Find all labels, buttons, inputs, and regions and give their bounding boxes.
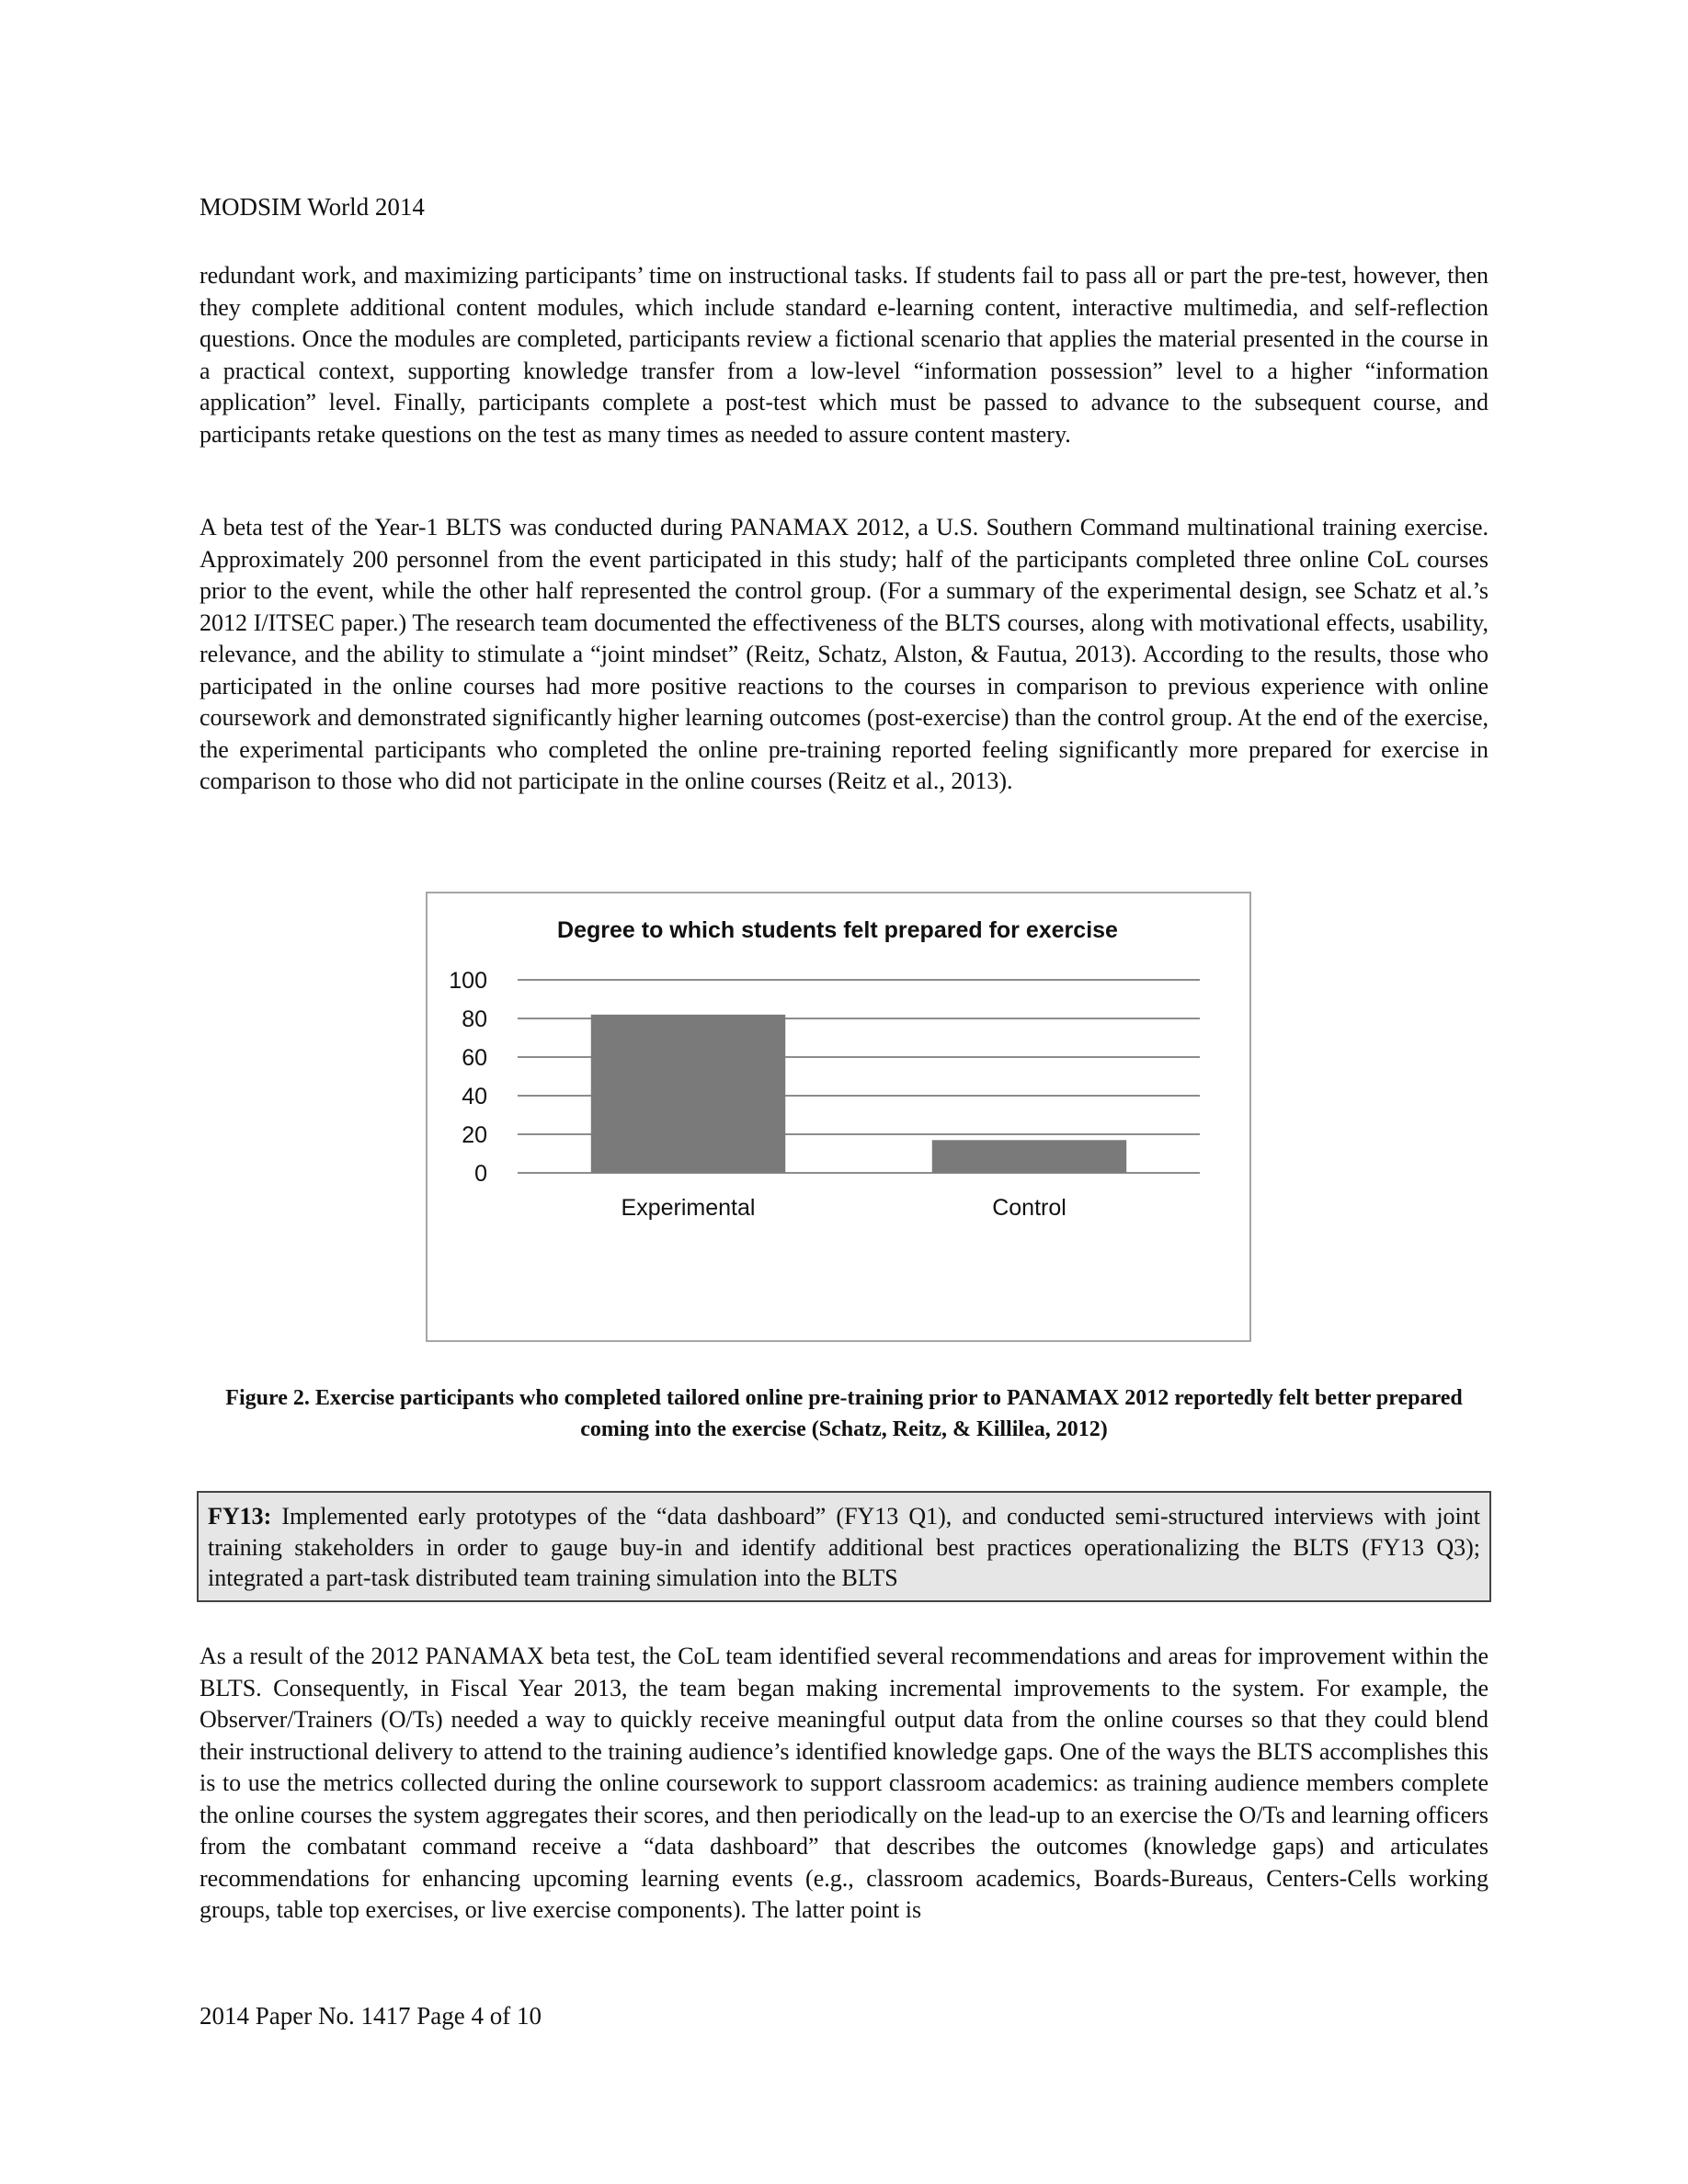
body-paragraph-1: redundant work, and maximizing participants’ time on instructional tasks. If students fail to pass all or part the pre-test, however, then they complete additional content modules, which include standard e-learning content, interactive multimedia, and self-reflection questions. Once the modules are completed, participants review a fictional scenario that applies the material presented in the course in a practical context, supporting knowledge transfer from a low-level “information possession” level to a higher “information application” level. Finally, participants complete a post-test which must be passed to advance to the subsequent course, and participants retake questions on the test as many times as needed to assure content mastery. [200,262,1488,448]
y-tick-label: 100 [449,968,487,994]
chart-title: Degree to which students felt prepared for exercise [557,917,1118,943]
x-category-label: Experimental [621,1195,756,1221]
bars [591,1015,1126,1173]
fy13-label: FY13: [208,1503,272,1530]
bar-control [932,1140,1126,1173]
y-tick-label: 0 [474,1161,487,1187]
y-tick-label: 60 [462,1045,487,1071]
x-category-label: Control [992,1195,1066,1221]
body-paragraph-2: A beta test of the Year-1 BLTS was conducted during PANAMAX 2012, a U.S. Southern Command multinational training exercise. Approximately 200 personnel from the event participated in this study; half of the participants completed three online CoL courses prior to the event, while the other half represented the control group. (For a summary of the experimental design, see Schatz et al.’s 2012 I/ITSEC paper.) The research team documented the effectiveness of the BLTS courses, along with motivational effects, usability, relevance, and the ability to stimulate a “joint mindset” (Reitz, Schatz, Alston, & Fautua, 2013). According to the results, those who participated in the online courses had more positive reactions to the courses in comparison to previous experience with online coursework and demonstrated significantly higher learning outcomes (post-exercise) than the control group. At the end of the exercise, the experimental participants who completed the online pre-training reported feeling significantly more prepared for exercise in comparison to those who did not participate in the online courses (Reitz et al., 2013). [200,514,1488,794]
y-axis-ticks [449,968,487,1187]
body-paragraph-3: As a result of the 2012 PANAMAX beta test, the CoL team identified several recommendations and areas for improvement within the BLTS. Consequently, in Fiscal Year 2013, the team began making incremental improvements to the system. For example, the Observer/Trainers (O/Ts) needed a way to quickly receive meaningful output data from the online courses so that they could blend their instructional delivery to attend to the training audience’s identified knowledge gaps. One of the ways the BLTS accomplishes this is to use the metrics collected during the online coursework to support classroom academics: as training audience members complete the online courses the system aggregates their scores, and then periodically on the lead-up to an exercise the O/Ts and learning officers from the combatant command receive a “data dashboard” that describes the outcomes (knowledge gaps) and articulates recommendations for enhancing upcoming learning events (e.g., classroom academics, Boards-Bureaus, Centers-Cells working groups, table top exercises, or live exercise components). The latter point is [200,1643,1488,1923]
fy13-text: Implemented early prototypes of the “data dashboard” (FY13 Q1), and conducted semi-structured interviews with joint training stakeholders in order to gauge buy-in and identify additional best practices operationalizing the BLTS (FY13 Q3); integrated a part-task distributed team training simulation into the BLTS [208,1503,1480,1591]
bar-experimental [591,1015,785,1173]
figure-caption: Figure 2. Exercise participants who completed tailored online pre-training prior to PANAMAX 2012 reportedly felt better prepared coming into the exercise (Schatz, Reitz, & Killilea, 2012) [225,1386,1463,1441]
figure-2-chart [426,892,1251,1342]
y-tick-label: 80 [462,1007,487,1032]
y-tick-label: 20 [462,1122,487,1148]
page-footer: 2014 Paper No. 1417 Page 4 of 10 [200,2002,542,2030]
running-header: MODSIM World 2014 [200,193,425,221]
fy13-summary-box [197,1491,1491,1602]
bar-chart-svg [428,893,1249,1340]
y-tick-label: 40 [462,1084,487,1109]
x-axis-labels [622,1195,1066,1221]
